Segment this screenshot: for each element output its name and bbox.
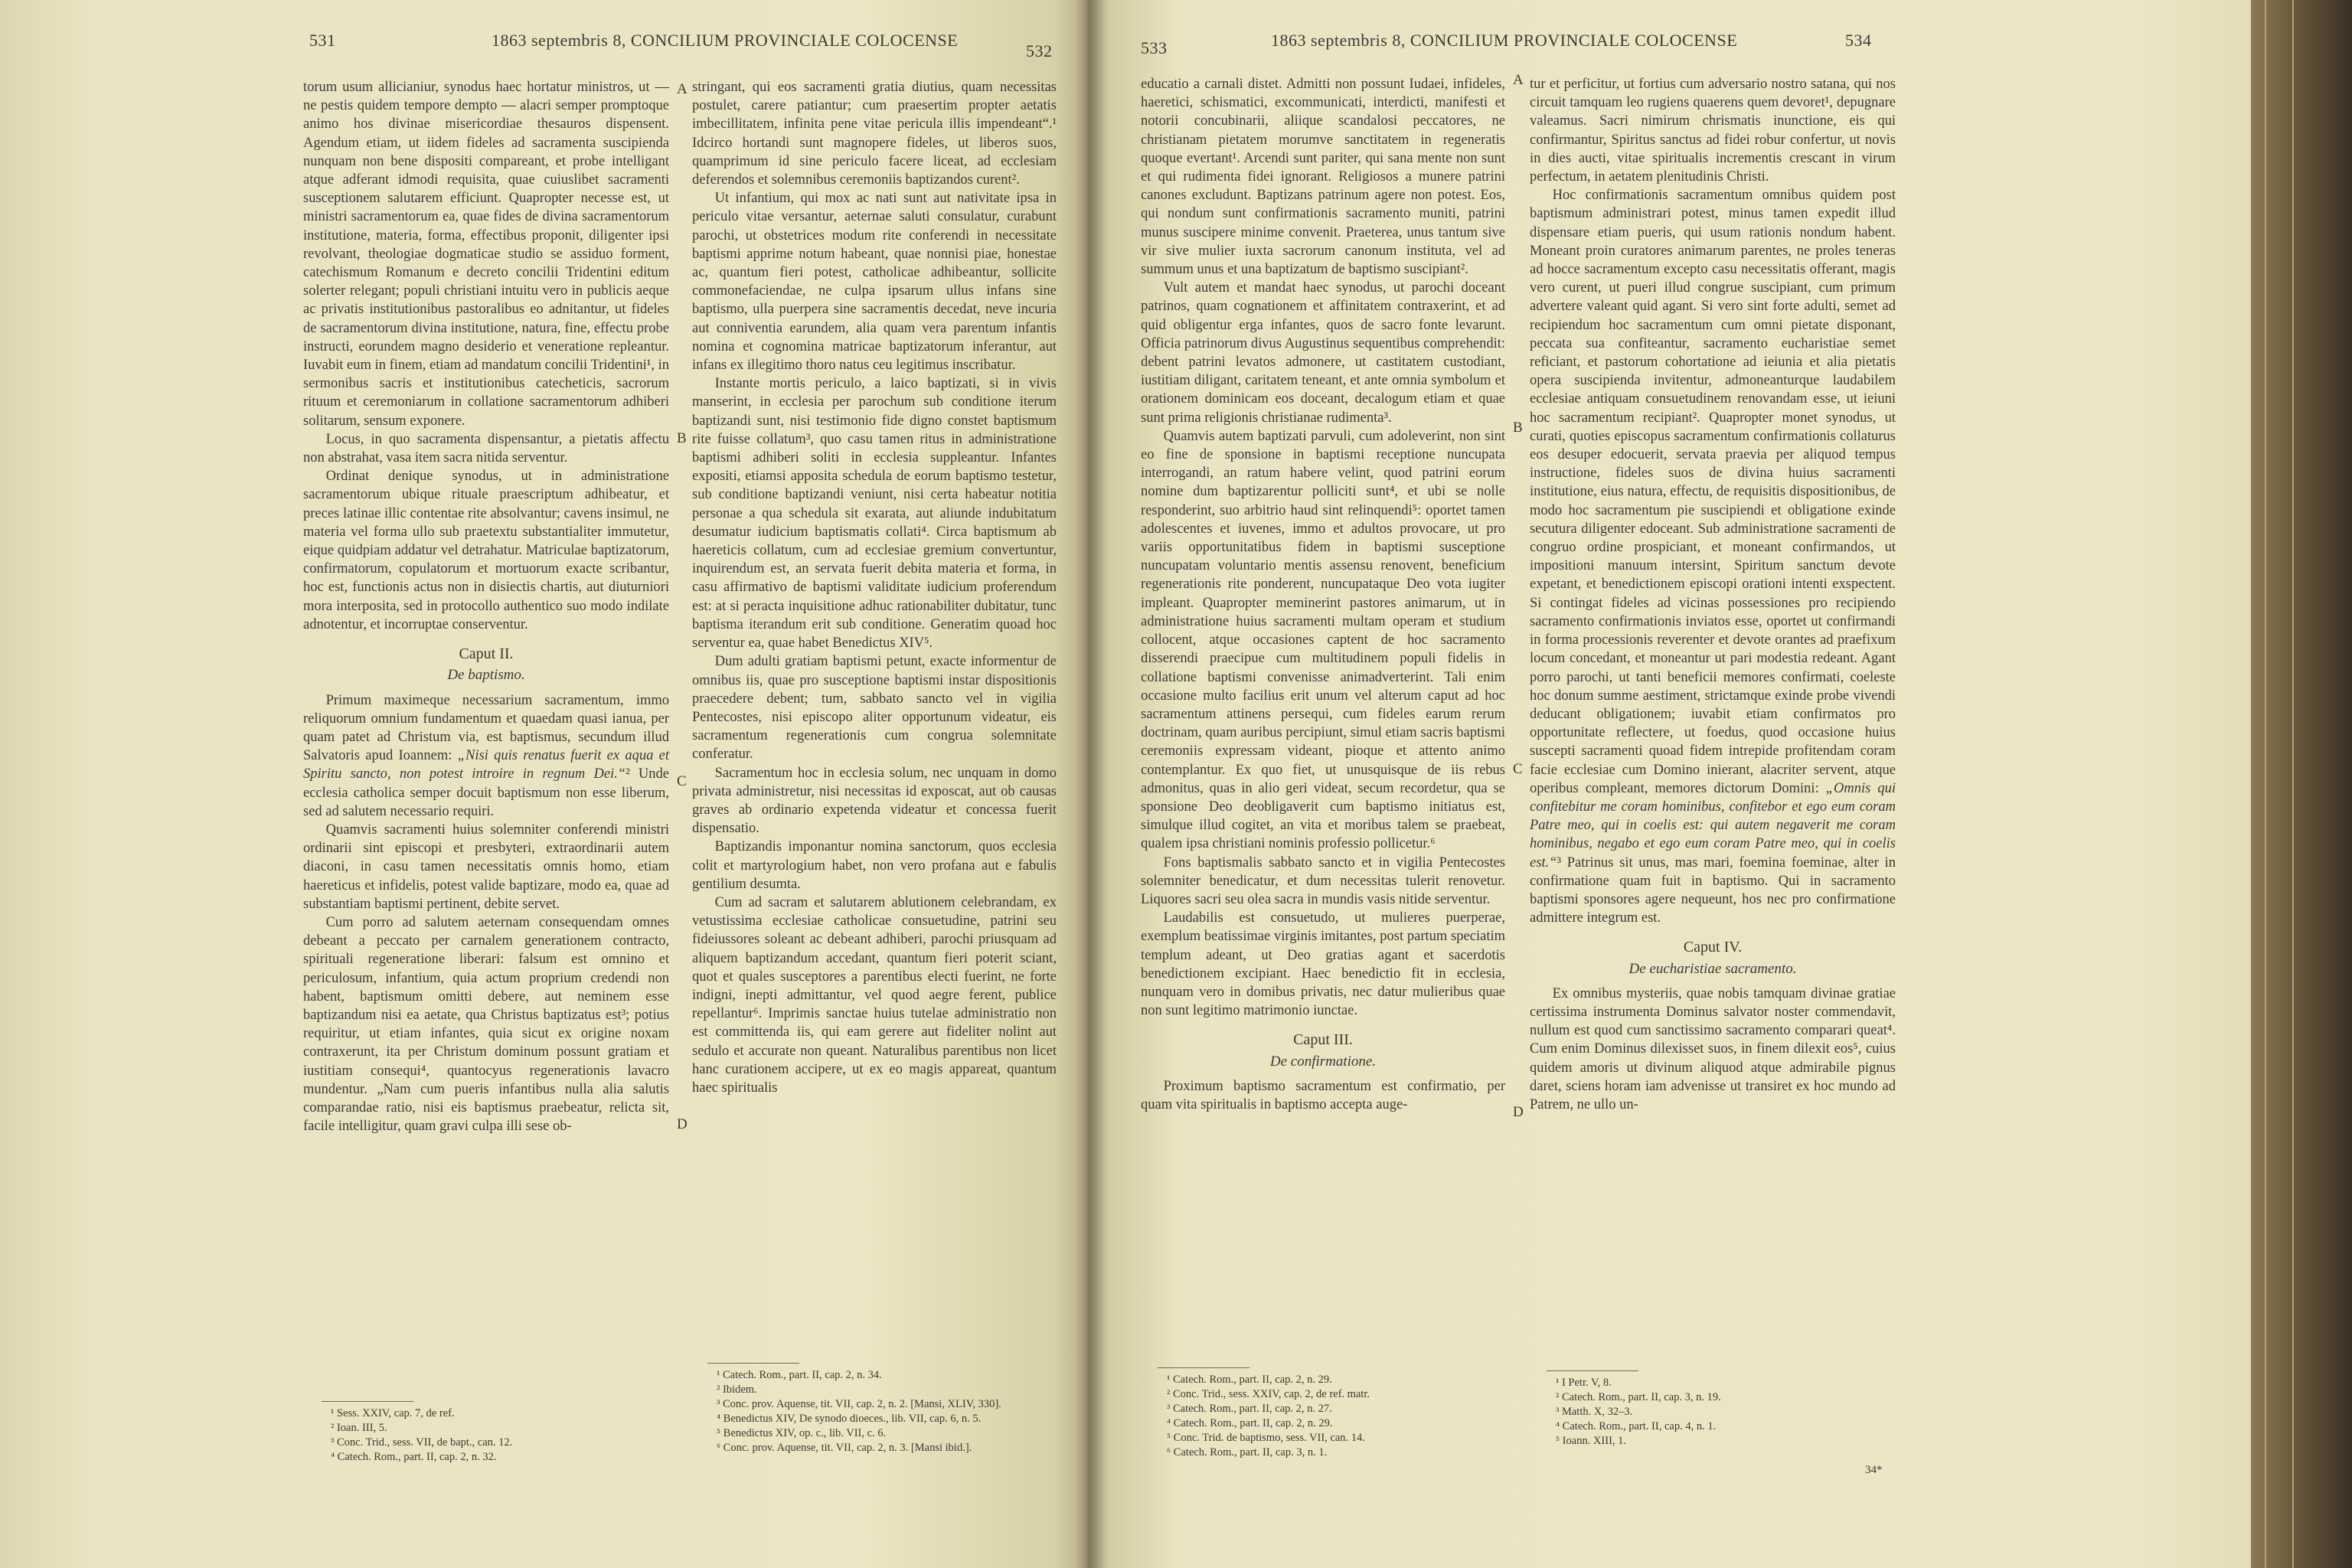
chapter-subtitle: De eucharistiae sacramento. [1628,960,1797,977]
right-page-column-2 [1530,75,1896,1114]
running-head: 1863 septembris 8, CONCILIUM PROVINCIALE COLOCENSE [492,31,959,50]
footnote: ⁵ Conc. Trid. de baptismo, sess. VII, can. 14. [1167,1432,1365,1444]
right-page-footnotes-2 [1547,1370,1883,1449]
paragraph [1530,186,1896,927]
page-number-532: 532 [1026,41,1053,60]
paragraph: Sacramentum hoc in ecclesia solum, nec unquam in domo privata administretur, nisi necessitas id exposcat, aut ob causas graves ab ordinario expetenda videatur et concessa fuerit dispensatio. [692,765,1057,837]
chapter-subtitle: De confirmatione. [1269,1053,1377,1070]
footnote: ³ Conc. Trid., sess. VII, de bapt., can. 12. [331,1436,513,1449]
footnote: ³ Conc. prov. Aquense, tit. VII, cap. 2, n. 2. [Mansi, XLIV, 330]. [717,1398,1001,1410]
margin-letter: D [1513,1104,1524,1120]
left-page-footnotes-1 [322,1401,658,1465]
footnote: ¹ Sess. XXIV, cap. 7, de ref. [331,1407,455,1419]
left-page [0,0,1087,1568]
chapter-subtitle: De baptismo. [447,667,525,684]
footnote: ² Catech. Rom., part. II, cap. 3, n. 19. [1556,1391,1721,1403]
paragraph: Instante mortis periculo, a laico baptizati, si in vivis manserint, in ecclesia per parochum sub conditione iterum baptizandi sunt, nisi testimonio fide digno constet baptismum rite fuisse collatum³, quo casu tamen ritus in administratione baptismi adhiberi soliti in ecclesia suppleantur. Infantes expositi, etiamsi apposita schedula de eorum baptismo testetur, sub conditione baptizandi veniunt, nisi certa habeatur notitia personae a qua schedula sit exarata, aut aliunde indubitatum desumatur iudicium baptismatis collati⁴. Circa baptismum ab haereticis collatum, cum ad ecclesiae gremium convertuntur, inquirendum est, an servata fuerit debita materia et forma, in casu affirmativo de baptismi validitate iudicium proferendum est: at si peracta inquisitione adhuc rationabiliter dubitatur, tunc baptisma iterandum erit sub conditione. Generatim quoad hoc serventur ea, quae habet Benedictus XIV⁵. [692,376,1057,652]
paragraph: Ex omnibus mysteriis, quae nobis tamquam divinae gratiae certissima instrumenta Dominus salvator noster commendavit, nullum est quod cum sanctissimo sacramento comparari queat⁴. Cum enim Dominus dilexisset suos, in finem dilexit eos⁵, cuius quidem amoris ut divinum aliquod atque admirabile pignus daret, sciens horam iam advenisse ut transiret ex hoc mundo ad Patrem, ne ullo un- [1530,985,1896,1112]
book-gutter [1075,0,1106,1568]
footnote: ¹ I Petr. V, 8. [1556,1377,1612,1389]
paragraph-text: ³ Patrinus sit unus, mas mari, foemina foeminae, alter in confirmatione quam fuit in baptismo. Qui in sacramento baptismi sponsores agere nequeunt, hos nec pro confirmatione admittere integrum est. [1530,854,1896,926]
book-cover-edge [2251,0,2352,1568]
footnote: ⁶ Catech. Rom., part. II, cap. 3, n. 1. [1167,1446,1328,1459]
paragraph: Fons baptismalis sabbato sancto et in vigilia Pentecostes solemniter benedicatur, et dum necessitas tulerit renovetur. Liquores sacri seu olea sacra in mundis vasis nitide serventur. [1141,854,1505,907]
right-page-footnotes-1 [1158,1367,1494,1460]
margin-letter: D [677,1116,688,1132]
paragraph: Cum ad sacram et salutarem ablutionem celebrandam, ex vetustissima ecclesiae catholicae consuetudine, patrini seu fideiussores soleant ac debeant adhiberi, parochi priusquam ad aliquem baptizandum accedant, quantum fieri poterit sciant, quot et quales susceptores a parentibus electi fuerint, ne forte indigni, inepti admittantur, vel quod aegre ferent, publice repellantur⁶. Imprimis sanctae huius tutelae administratio non est committenda iis, qui eam gerere aut fideliter nolint aut sedulo et accurate non queant. Naturalibus parentibus non licet hanc curationem accipere, ut ex eo magis appareat, quantum haec spiritualis [692,894,1057,1096]
paragraph: educatio a carnali distet. Admitti non possunt Iudaei, infideles, haeretici, schismatici, excommunicati, interdicti, manifesti et notorii concubinarii, aliique scandalosi peccatores, ne christianam pietatem morumve sanctitatem in regeneratis quoque evertant¹. Arcendi sunt pariter, qui sana mente non sunt et qui rudimenta fidei ignorant. Religiosos a munere patrini canones excludunt. Baptizans patrinum agere non potest. Eos, qui nondum sunt confirmationis sacramento muniti, patrini munus suscipere minime convenit. Praeterea, unus tantum sive vir sive mulier iuxta sacrorum canonum instituta, vel ad summum unus et una baptizatum de baptismo suscipiant². [1141,77,1505,278]
left-page-footnotes-2 [707,1363,1060,1455]
paragraph: tur et perficitur, ut fortius cum adversario nostro satana, qui nos circuit tamquam leo rugiens quaerens quem devoret¹, depugnare valeamus. Sacri nimirum chrismatis inunctione, eis qui confirmantur, Spiritus sanctus ad fidei robur confertur, ut novis in dies aucti, vitae spiritualis incrementis crescant in virum perfectum, in aetatem plenitudinis Christi. [1530,77,1896,185]
chapter-heading: Caput III. [1293,1031,1353,1049]
footnote: ² Ioan. III, 5. [331,1422,387,1434]
right-page [1087,0,2251,1568]
margin-letter: B [677,430,687,446]
footnote: ⁴ Catech. Rom., part. II, cap. 4, n. 1. [1556,1420,1717,1432]
running-head: 1863 septembris 8, CONCILIUM PROVINCIALE COLOCENSE [1271,31,1738,50]
margin-letter: B [1513,420,1523,436]
page-number-531: 531 [309,31,336,50]
footnote: ² Ibidem. [717,1383,757,1396]
page-number-534: 534 [1845,31,1872,50]
right-page-column-1 [1141,75,1505,1114]
footnote: ⁵ Benedictus XIV, op. c., lib. VII, c. 6. [717,1427,887,1439]
paragraph: Dum adulti gratiam baptismi petunt, exacte informentur de omnibus iis, quae pro susceptione baptismi instar dispositionis praecedere debent; tum, sabbato sancto vel in vigilia Pentecostes, nisi episcopo aliter opportunum videatur, eis sacramentum regenerationis cum congrua solemnitate conferatur. [692,654,1057,763]
paragraph: torum usum allicianiur, synodus haec hortatur ministros, ut — ne pestis quidem tempore dempto — alacri semper promptoque animo hos divinae misericordiae thesauros dispensent. Agendum etiam, ut iidem fideles ad sacramenta suscipienda nunquam non bene dispositi compareant, et probe intelligant atque adferant idmodi requisita, quae cuiuslibet sacramenti susceptionem salutarem efficiunt. Quapropter necesse est, ut ministri sacramentorum ea, quae fides de divina sacramentorum institutione, materia, forma, effectibus proponit, diligenter ipsi revolvant, theologiae dogmaticae studio se assiduo forment, catechismum Romanum e decreto concilii Tridentini editum solerter relegant; populi christiani intuitu vero in publicis aeque ac privatis institutionibus pastoralibus eo adnitantur, ut fideles de sacramentorum divina institutione, natura, fine, effectu probe instructi, eorundem magno desiderio et veneratione repleantur. Iuvabit eum in finem, etiam ad mandatum concilii Tridentini¹, in sermonibus sacris et institutionibus catecheticis, sacrorum rituum et ceremoniarum in collatione sacramentorum adhiberi solitarum, sensum exponere. [303,80,669,429]
paragraph-text: Hoc confirmationis sacramentum omnibus quidem post baptismum administrari potest, minus tamen expedit illud dispensare etiam pueris, qui usum rationis nondum habent. Moneant proin curatores animarum parentes, ne proles teneras ad hocce sacramentum excepto casu necessitatis offerant, magis vero curent, ut pueri illud congrue suscipiant, cum primum advertere valeant quid agant. Si vero sint forte adulti, semet ad recipiendum hoc sacramentum cum omni pietate disponant, peccata sua confiteantur, sacramento eucharistiae semet reficiant, et pastorum cohortatione ad ieiunia et alia pietatis opera suscipienda invitentur, admoneanturque laudabilem ecclesiae antiquam consuetudinem renovandam esse, ut ieiuni hoc sacramentum recipiant². Quapropter monet synodus, ut curati, quoties episcopus sacramentum confirmationis collaturus eos desuper edocuerit, servata praevia per aliquod tempus instructione, fideles suos de divina huius sacramenti institutione, eius natura, effectu, de requisitis dispositionibus, de modo hoc sacramentum pie suscipiendi et obligatione exinde secutura diligenter edoceant. Sub administratione sacramenti de congruo ordine prospiciant, et moneant confirmandos, ut impositioni manuum intersint, Spiritum sanctum devote expetant, et benedictionem episcopi orationi intenti exspectent. Si contingat fideles ad vicinas possessiones pro recipiendo sacramento confirmationis inviatos esse, oportet ut confirmandi in forma processionis reverenter et devote orantes ad praefixum locum concedant, et moneantur ut pari modestia redeant. Agant porro parochi, ut tanti beneficii memores confirmati, coeleste hoc donum summe aestiment, strictamque exinde probe vivendi deducant obligationem; iuvabit etiam confirmatos pro opportunitate reflectere, ut foedus, quod occasione huius suscepti sacramenti quoad fidem intrepide profitendam coram facie ecclesiae cum Domino inierant, alacriter servent, atque operibus compleant, memores dictorum Domini: [1530,188,1896,796]
signature-mark: 34* [1865,1464,1883,1476]
scripture-quote: „Nisi quis renatus fuerit ex aqua et Spiritu sancto, non potest introire in regnum Dei.“ [303,748,669,782]
paragraph: Baptizandis imponantur nomina sanctorum, quos ecclesia colit et martyrologium habet, non vero profana aut e fabulis gentilium desumta. [692,839,1057,892]
margin-letter: C [1513,761,1523,777]
paragraph: Quamvis sacramenti huius solemniter conferendi ministri ordinarii sint episcopi et presbyteri, extraordinarii autem diaconi, in casu tamen necessitatis omnis homo, etiam haereticus et infidelis, potest valide baptizare, modo ea, quae ad substantiam baptismi pertinent, debite servet. [303,822,669,912]
left-page-column-1 [303,78,669,1135]
margin-letter: A [1513,72,1524,88]
paragraph: stringant, qui eos sacramenti gratia diutius, quam necessitas postulet, carere patiantur; cum praesertim propter aetatis imbecillitatem, infinita pene vitae pericula illis impendeant“.¹ Idcirco hortandi sunt magnopere fideles, ut liberos suos, quamprimum id sine periculo facere liceat, ad ecclesiam deferendos et solemnibus ceremoniis baptizandos curent². [692,80,1057,188]
footnote: ¹ Catech. Rom., part. II, cap. 2, n. 34. [717,1369,882,1381]
paragraph: Cum porro ad salutem aeternam consequendam omnes debeant a peccato per carnalem generationem contracto, spirituali regeneratione liberari: falsum est omnino et periculosum, infantium, quia actum proprium credendi non habent, baptismum omitti debere, aut neminem esse baptizandum nisi ea aetate, qua Christus baptizatus est³; potius requiritur, ut etiam infantes, quia sicut ex origine noxam contraxerunt, ita per Christum dominum possunt gratiam et iustitiam consequi⁴, quantocyus regenerationis lavacro mundentur. „Nam cum pueris infantibus nulla alia salutis comparandae ratio, nisi eis baptismus praebeatur, relicta sit, facile intelligitur, quam gravi culpa illi sese ob- [303,914,669,1135]
paragraph [303,691,669,821]
paragraph: Locus, in quo sacramenta dispensantur, a pietatis affectu non abstrahat, vasa item sacra nitida serventur. [303,431,669,466]
chapter-heading: Caput II. [459,645,514,663]
footnote: ⁶ Conc. prov. Aquense, tit. VII, cap. 2, n. 3. [Mansi ibid.]. [717,1442,972,1454]
footnote: ¹ Catech. Rom., part. II, cap. 2, n. 29. [1167,1374,1332,1386]
paragraph: Vult autem et mandat haec synodus, ut parochi doceant patrinos, quam cognationem et affinitatem contraxerint, et ad quid obligentur erga infantes, quos de sacro fonte levarunt. Officia patrinorum divus Augustinus sequentibus comprehendit: debent patrini levatos admonere, ut castitatem custodiant, iustitiam diligant, caritatem teneant, et ante omnia symbolum et orationem dominicam eos doceant, decalogum etiam et quae sunt prima religionis christianae rudimenta³. [1141,280,1505,426]
page-number-533: 533 [1141,38,1168,57]
footnote: ⁴ Catech. Rom., part. II, cap. 2, n. 32. [331,1451,497,1463]
footnote: ³ Matth. X, 32–3. [1556,1406,1633,1418]
footnote: ⁴ Catech. Rom., part. II, cap. 2, n. 29. [1167,1417,1333,1429]
paragraph-text: Primum maximeque necessarium sacramentum, immo reliquorum omnium fundamentum et quaedam quasi ianua, per quam patet ad Christum via, est baptismus, secundum illud Salvatoris apud Ioannem: [303,692,669,764]
paragraph: Laudabilis est consuetudo, ut mulieres puerperae, exemplum beatissimae virginis imitantes, post partum speciatim templum adeant, ut Deo gratias agant et sacerdotis benedictionem excipiant. Haec benedictio fit in ecclesia, nunquam vero in domibus privatis, nec datur mulieribus quae non sunt legitimo matrimonio iunctae. [1141,910,1505,1019]
footnote: ³ Catech. Rom., part. II, cap. 2, n. 27. [1167,1403,1332,1415]
margin-letter: A [677,81,688,97]
paragraph: Quamvis autem baptizati parvuli, cum adoleverint, non sint eo fine de sponsione in baptismi receptione nuncupata interrogandi, an ratum habere velint, quod patrini eorum nomine dum baptizarentur polliciti sunt⁴, et ubi se nolle responderint, suo arbitrio haud sint relinquendi⁵: oportet tamen adolescentes et iuvenes, immo et adultos provocare, ut pro variis opportunitatibus fidem in baptismi susceptione nuncupatam voluntario mentis assensu renovent, beneficium regenerationis rite ponderent, nuncupataque Deo vota iugiter impleant. Quapropter meminerint pastores animarum, ut in administratione huius sacramenti multam operam et studium collocent, atque occasiones captent de hoc sacramento disserendi praecipue cum multitudinem populi fidelis in collatione baptismi convenisse animadverterint. Tali enim occasione multo facilius erit unum vel alterum caput ad hoc sacramentum attinens persequi, cum fideles earum rerum doctrinam, quam auribus percipiunt, simul etiam sacris baptismi ceremoniis expressam videant, pioque et attento animo contemplantur. Ex quo fiet, ut unusquisque de iis rebus admonitus, quas in alio geri videat, secum recordetur, qua se sponsione Deo deobligaverit cum baptismo initiatus est, simulque illud cogitet, an vita et moribus talem se praebeat, qualem ipsa christiani nominis professio pollicetur.⁶ [1141,428,1505,852]
paragraph: Proximum baptismo sacramentum est confirmatio, per quam vita spiritualis in baptismo accepta auge- [1141,1078,1505,1112]
paragraph: Ordinat denique synodus, ut in administratione sacramentorum ubique rituale praescriptum adhibeatur, et preces latinae illic contentae rite absolvantur; cavens insimul, ne materia vel forma ullo sub praetextu substantialiter immutetur, eique quidpiam addatur vel detrahatur. Matriculae baptizatorum, confirmatorum, copulatorum et mortuorum exacte scribantur, hoc est, functionis actus non in disiectis chartis, aut diuturniori mora interposita, sed in protocollo authentico suo modo indilate adnotentur, et incorruptae conserventur. [303,469,669,632]
left-page-column-2 [692,78,1057,1097]
paragraph: Ut infantium, qui mox ac nati sunt aut nativitate ipsa in periculo vitae versantur, aeternae saluti consulatur, curabunt parochi, ut obstetrices modum rite conferendi in necessitate baptismi apprime notum habeant, quae nonnisi piae, honestae ac, quantum fieri potest, catholicae adhibeantur, sollicite commonefaciendae, ne culpa ipsarum ullus infans sine baptismo, ulla puerpera sine sacramentis decedat, neve incuria aut conniventia earundem, alia quam vera parentum infantis nomina et cognomina matricae baptizatorum inferantur, aut infans ex illegitimo thoro natus ceu legitimus inscribatur. [692,191,1057,374]
footnote: ⁴ Benedictus XIV, De synodo dioeces., lib. VII, cap. 6, n. 5. [717,1413,982,1425]
margin-letter: C [677,773,687,789]
footnote: ² Conc. Trid., sess. XXIV, cap. 2, de ref. matr. [1167,1388,1370,1400]
chapter-heading: Caput IV. [1683,939,1743,956]
footnote: ⁵ Ioann. XIII, 1. [1556,1435,1627,1447]
paragraph-text: ² Unde ecclesia catholica semper docuit baptismum non esse liberum, sed ad salutem necessario requiri. [303,766,669,819]
scripture-quote: „Omnis qui confitebitur me coram hominibus, confitebor et ego eum coram Patre meo, qui in coelis est: qui autem negaverit me coram hominibus, negabo et ego eum coram Patre meo, qui in coelis est.“ [1530,780,1896,871]
